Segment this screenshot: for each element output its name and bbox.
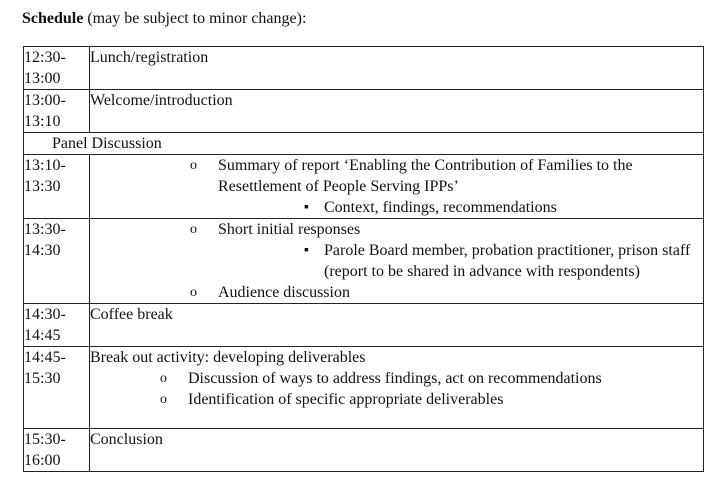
- desc-text: Break out activity: developing deliverables: [90, 349, 366, 366]
- time-cell: [24, 155, 90, 219]
- panel-cell: [24, 133, 704, 155]
- time-start: 13:00-: [24, 92, 66, 109]
- schedule-row: [24, 155, 704, 219]
- desc-text: Lunch/registration: [90, 49, 209, 66]
- list-item: [172, 219, 703, 282]
- list-item: [300, 240, 703, 282]
- time-start: 14:45-: [24, 349, 66, 366]
- list-item: [142, 368, 703, 389]
- bullet-text: o Summary of report ‘Enabling the Contribution of Families to the: [218, 157, 633, 174]
- desc-cell: [90, 429, 704, 472]
- time-start: 13:10-: [24, 157, 66, 174]
- sub-bullet-text: Context, findings, recommendations: [324, 199, 557, 216]
- desc-text: Coffee break: [90, 306, 173, 323]
- panel-label: Panel Discussion: [52, 135, 162, 152]
- list-item: [172, 155, 703, 218]
- desc-cell: [90, 155, 704, 219]
- blank-line: [90, 410, 703, 428]
- schedule-row: [24, 90, 704, 133]
- heading-bold: Schedule: [22, 10, 84, 27]
- heading-rest: (may be subject to minor change):: [83, 10, 307, 27]
- bullet-text: Resettlement of People Serving IPPs’: [218, 178, 459, 195]
- time-end: 13:00: [24, 70, 61, 87]
- desc-text: Conclusion: [90, 431, 163, 448]
- desc-cell: [90, 304, 704, 347]
- desc-cell: [90, 47, 704, 90]
- list-item: [142, 389, 703, 410]
- bullet-text: o Short initial responses: [218, 221, 361, 238]
- time-end: 13:10: [24, 113, 61, 130]
- bullet-text: o Audience discussion: [218, 284, 350, 301]
- time-cell: [24, 429, 90, 472]
- bullet-list: [142, 155, 703, 218]
- time-cell: [24, 304, 90, 347]
- desc-cell: [90, 219, 704, 304]
- sub-bullet-list: [244, 197, 703, 218]
- time-end: 14:45: [24, 327, 61, 344]
- bullet-list: [142, 219, 703, 303]
- time-cell: [24, 347, 90, 429]
- time-end: 14:30: [24, 242, 61, 259]
- desc-cell: [90, 90, 704, 133]
- bullet-list: [106, 368, 703, 410]
- list-item: [300, 197, 703, 218]
- desc-cell: [90, 347, 704, 429]
- list-item: [172, 282, 703, 303]
- time-start: 13:30-: [24, 221, 66, 238]
- sub-bullet-text: (report to be shared in advance with respondents): [324, 263, 640, 280]
- schedule-heading: [22, 8, 306, 30]
- time-end: 16:00: [24, 452, 61, 469]
- time-start: 15:30-: [24, 431, 66, 448]
- time-end: 13:30: [24, 178, 61, 195]
- time-start: 14:30-: [24, 306, 66, 323]
- schedule-table: [23, 46, 704, 472]
- time-end: 15:30: [24, 370, 61, 387]
- schedule-row: [24, 347, 704, 429]
- sub-bullet-list: [244, 240, 703, 282]
- time-cell: [24, 47, 90, 90]
- schedule-row: [24, 219, 704, 304]
- sub-bullet-text: ▪ Parole Board member, probation practitioner, prison staff: [324, 242, 691, 259]
- time-cell: [24, 219, 90, 304]
- schedule-row: [24, 429, 704, 472]
- schedule-row: [24, 304, 704, 347]
- bullet-text: Identification of specific appropriate deliverables: [188, 391, 504, 408]
- bullet-text: Discussion of ways to address findings, act on recommendations: [188, 370, 602, 387]
- time-start: 12:30-: [24, 49, 66, 66]
- desc-text: Welcome/introduction: [90, 92, 233, 109]
- panel-row: [24, 133, 704, 155]
- schedule-row: [24, 47, 704, 90]
- time-cell: [24, 90, 90, 133]
